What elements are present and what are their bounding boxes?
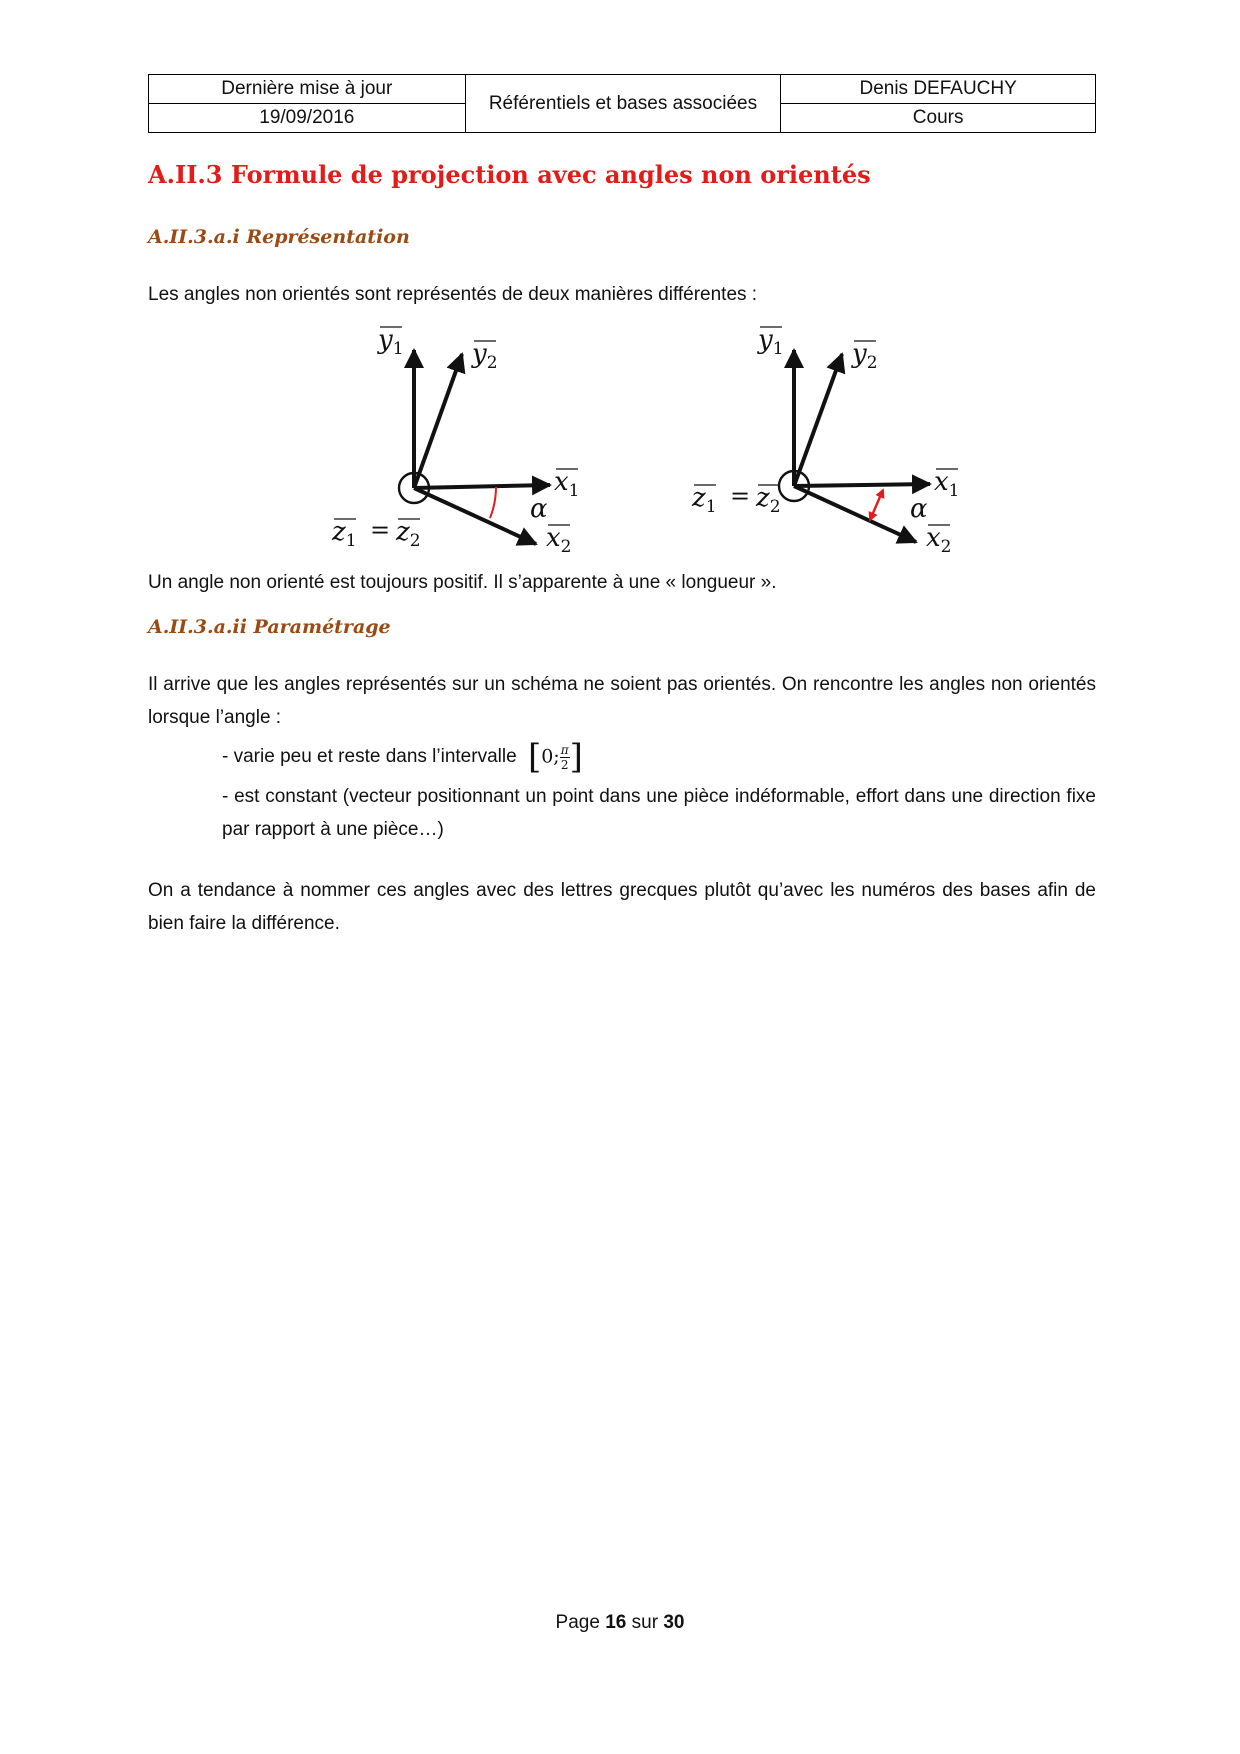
note-paragraph: Un angle non orienté est toujours positif. Il s’apparente à une « longueur ». xyxy=(148,572,777,593)
last-update-label: Dernière mise à jour xyxy=(149,75,466,104)
conclusion-paragraph: On a tendance à nommer ces angles avec des lettres grecques plutôt qu’avec les numéros des bases afin de bien faire la différence. xyxy=(148,880,1096,934)
total-pages: 30 xyxy=(663,1612,685,1633)
label-x1: $x_1$ xyxy=(934,467,960,501)
section-title: A.II.3 Formule de projection avec angles non orientés xyxy=(148,160,871,189)
label-y2: $y_2$ xyxy=(472,339,498,373)
bullet-interval-text: - varie peu et reste dans l’intervalle xyxy=(222,746,517,768)
interval-close: ] xyxy=(569,737,583,777)
figure-angle-arc xyxy=(320,320,620,560)
angle-arc xyxy=(490,487,496,518)
document-title: Référentiels et bases associées xyxy=(465,75,781,133)
update-date: 19/09/2016 xyxy=(149,104,466,133)
figure-angle-double-arrow xyxy=(680,320,980,560)
intro-paragraph: Les angles non orientés sont représentés de deux manières différentes : xyxy=(148,284,758,305)
interval-fraction xyxy=(560,743,570,772)
bullet-constant: - est constant (vecteur positionnant un point dans une pièce indéformable, effort dans une direction fixe par rapport à une pièce…) xyxy=(222,786,1096,840)
interval-denominator: 2 xyxy=(560,757,569,772)
label-x2: $x_2$ xyxy=(926,523,952,557)
page-number: 16 xyxy=(605,1612,627,1633)
label-x2: $x_2$ xyxy=(546,523,572,557)
label-y2: $y_2$ xyxy=(852,339,878,373)
label-alpha: α xyxy=(530,494,548,524)
page-footer xyxy=(0,1612,1240,1634)
x1-axis xyxy=(414,485,550,488)
header-table xyxy=(148,74,1096,133)
label-z1: $z_1$ xyxy=(692,483,717,517)
label-x1: $x_1$ xyxy=(554,467,580,501)
label-z2: $z_2$ xyxy=(396,517,421,551)
label-equals: = xyxy=(370,516,391,544)
subsection-title-representation: A.II.3.a.i Représentation xyxy=(148,226,410,248)
author: Denis DEFAUCHY xyxy=(781,75,1096,104)
x2-axis xyxy=(794,486,916,542)
subsection-title-parametrage: A.II.3.a.ii Paramétrage xyxy=(148,616,391,638)
page-label: Page xyxy=(555,1612,600,1633)
label-z1: $z_1$ xyxy=(332,517,357,551)
label-y1: $y_1$ xyxy=(758,325,784,359)
y2-axis xyxy=(414,354,462,488)
of-label: sur xyxy=(631,1612,659,1633)
x1-axis xyxy=(794,484,930,486)
label-z2: $z_2$ xyxy=(756,483,781,517)
bullet-interval xyxy=(222,737,1096,777)
label-equals: = xyxy=(730,482,751,510)
interval-open: [ xyxy=(527,737,542,777)
document-type: Cours xyxy=(781,104,1096,133)
y2-axis xyxy=(794,354,842,486)
label-y1: $y_1$ xyxy=(378,325,404,359)
x2-axis xyxy=(414,488,536,544)
interval-expression xyxy=(527,737,583,777)
interval-zero: 0; xyxy=(541,745,560,768)
interval-numerator: π xyxy=(560,742,569,757)
label-alpha: α xyxy=(910,494,928,524)
parametrage-paragraph: Il arrive que les angles représentés sur un schéma ne soient pas orientés. On rencontre les angles non orientés lorsque l’angle : xyxy=(148,674,1096,728)
angle-double-arrow xyxy=(870,490,883,520)
